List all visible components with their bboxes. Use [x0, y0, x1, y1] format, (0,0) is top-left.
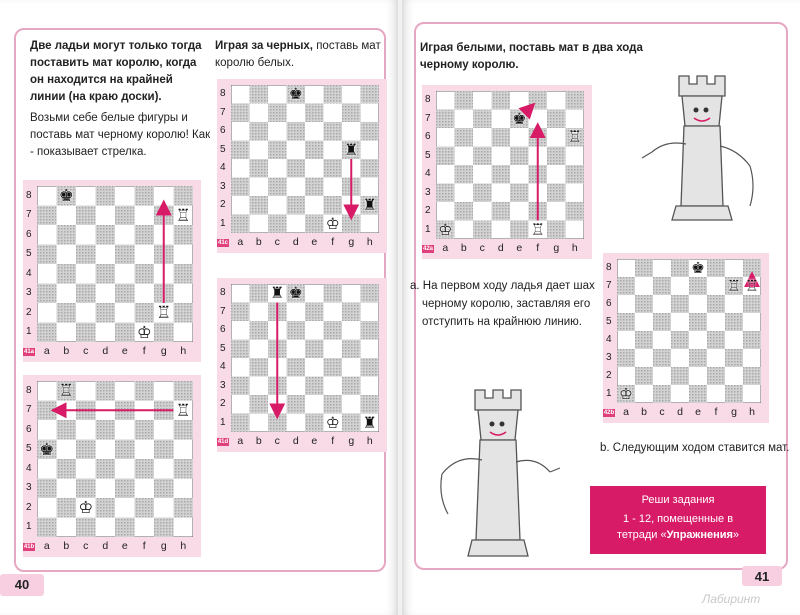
file-label: e — [311, 435, 318, 447]
rank-label: 7 — [26, 209, 32, 221]
rank-label: 8 — [606, 262, 612, 273]
chess-piece-b8: ♖ — [58, 381, 74, 400]
rank-label: 5 — [220, 143, 226, 155]
intro-bold-line-4: линии (на краю доски). — [30, 91, 162, 103]
file-label: f — [142, 540, 146, 552]
rank-label: 4 — [425, 168, 431, 180]
right-title-line-2: черному королю. — [420, 59, 519, 71]
file-label: b — [63, 540, 70, 552]
file-label: c — [479, 242, 485, 254]
chessboard-41d — [231, 284, 379, 432]
callout-line-2: 1 - 12, помещенные в — [622, 513, 734, 525]
rank-label: 1 — [26, 326, 32, 338]
diagram-number-label: 41b — [23, 544, 35, 550]
file-label: d — [292, 435, 299, 447]
rank-label: 3 — [26, 482, 32, 494]
chess-piece-d8: ♚ — [288, 283, 303, 302]
file-label: b — [255, 435, 262, 447]
file-label: a — [623, 406, 629, 418]
diagram-number-label: 41c — [217, 240, 228, 246]
right-title-line-1: Играя белыми, поставь мат в два хода — [420, 42, 643, 54]
chess-piece-h7: ♖ — [745, 277, 759, 295]
diagram-number-label: 42b — [603, 410, 615, 416]
chess-piece-h6: ♖ — [567, 127, 582, 146]
rank-label: 2 — [220, 199, 226, 211]
chess-piece-c2: ♔ — [78, 498, 94, 517]
intro-line-2: поставь мат черному королю! Как — [30, 129, 211, 141]
chess-piece-a1: ♔ — [619, 385, 633, 403]
rank-label: 4 — [26, 267, 32, 279]
diagram-number-label: 41d — [217, 439, 229, 445]
chess-piece-b8: ♚ — [58, 186, 74, 205]
file-label: c — [83, 540, 89, 552]
file-label: d — [102, 345, 109, 357]
rank-label: 7 — [220, 305, 226, 317]
intro-bold-line-1: Две ладьи могут только тогда — [30, 40, 202, 52]
rank-label: 2 — [220, 398, 226, 410]
callout-line-1: Реши задания — [641, 494, 715, 506]
chess-piece-e8: ♚ — [691, 259, 705, 277]
rank-label: 1 — [606, 388, 612, 399]
callout-line-3-prefix: тетради « — [616, 529, 667, 541]
file-label: h — [180, 540, 187, 552]
diagram-number-label: 41a — [23, 349, 34, 355]
note-a-line-3: отступить на крайнюю линию. — [422, 316, 582, 328]
rank-label: 3 — [606, 352, 612, 363]
file-label: g — [160, 540, 167, 552]
file-label: g — [731, 406, 737, 418]
rank-label: 2 — [26, 306, 32, 318]
rank-label: 5 — [606, 316, 612, 327]
file-label: a — [237, 435, 244, 447]
rook-2-eye-left — [490, 422, 495, 427]
rank-label: 6 — [220, 324, 226, 336]
rank-label: 5 — [26, 248, 32, 260]
rank-label: 4 — [220, 162, 226, 174]
file-label: f — [142, 345, 146, 357]
chess-piece-a5: ♚ — [39, 439, 55, 459]
task-bold: Играя за черных, — [215, 40, 313, 52]
rank-label: 7 — [425, 112, 431, 124]
rook-character-illustration — [624, 66, 774, 236]
callout-line-3-bold: Упражнения — [666, 529, 733, 541]
rank-label: 8 — [220, 287, 226, 299]
rank-label: 1 — [220, 217, 226, 229]
file-label: f — [714, 406, 718, 418]
rank-label: 1 — [220, 416, 226, 428]
rank-label: 6 — [606, 298, 612, 309]
rank-label: 2 — [606, 370, 612, 381]
rank-label: 2 — [425, 205, 431, 217]
rank-label: 3 — [220, 379, 226, 391]
task-text — [215, 38, 381, 55]
intro-line-1: Возьми себе белые фигуры и — [30, 112, 188, 124]
rank-label: 3 — [26, 287, 32, 299]
chess-piece-g2: ♖ — [156, 303, 172, 322]
chess-piece-g5: ♜ — [344, 139, 359, 159]
rank-label: 6 — [26, 228, 32, 240]
page-number-right: 41 — [742, 566, 782, 586]
rank-label: 6 — [26, 423, 32, 435]
note-b: b. Следующим ходом ставится мат. — [600, 442, 790, 454]
rook-eye-right — [704, 108, 709, 113]
chess-piece-f1: ♔ — [325, 213, 340, 233]
file-label: a — [43, 345, 50, 357]
rook-eye-left — [694, 108, 699, 113]
file-label: h — [571, 242, 578, 254]
rank-label: 5 — [220, 342, 226, 354]
rank-label: 4 — [606, 334, 612, 345]
rook-2-eye-right — [500, 422, 505, 427]
file-label: b — [641, 406, 647, 418]
rank-label: 4 — [220, 361, 226, 373]
file-label: b — [63, 345, 70, 357]
file-label: b — [255, 236, 262, 248]
file-label: c — [274, 435, 280, 447]
intro-bold-line-3: он находится на крайней — [30, 74, 173, 86]
file-label: e — [121, 345, 128, 357]
chess-piece-e7: ♚ — [512, 108, 527, 128]
note-a-line-1: a. На первом ходу ладья дает шах — [410, 280, 595, 292]
file-label: h — [180, 345, 187, 357]
chessboard-41c — [231, 85, 379, 233]
rank-label: 3 — [220, 180, 226, 192]
callout-line-3-suffix: » — [732, 529, 740, 541]
file-label: d — [102, 540, 109, 552]
file-label: b — [460, 242, 467, 254]
task-rest: поставь мат — [313, 40, 381, 52]
chess-piece-f1: ♔ — [136, 322, 152, 342]
callout-line-3 — [590, 527, 766, 543]
chess-piece-d8: ♚ — [288, 84, 303, 103]
chess-piece-h2: ♜ — [362, 195, 377, 214]
file-label: f — [331, 236, 335, 248]
task-text-line-2: королю белых. — [215, 57, 295, 69]
file-label: e — [516, 242, 523, 254]
chess-piece-h1: ♜ — [362, 412, 377, 432]
rank-label: 8 — [220, 88, 226, 100]
intro-bold-line-2: поставить мат королю, когда — [30, 57, 197, 69]
file-label: g — [348, 236, 355, 248]
file-label: d — [677, 406, 683, 418]
labirint-watermark: Лабиринт — [702, 592, 761, 606]
note-a-line-2: черному королю, заставляя его — [422, 298, 591, 310]
file-label: a — [442, 242, 449, 254]
exercise-callout — [590, 486, 766, 554]
file-label: g — [553, 242, 560, 254]
rank-label: 1 — [26, 521, 32, 533]
rank-label: 5 — [26, 443, 32, 455]
rook-character-illustration-2 — [430, 380, 580, 580]
chess-piece-f1: ♖ — [530, 219, 545, 239]
chess-piece-h7: ♖ — [175, 205, 191, 225]
chess-piece-a1: ♔ — [438, 219, 453, 239]
file-label: c — [274, 236, 280, 248]
file-label: f — [331, 435, 335, 447]
file-label: e — [121, 540, 128, 552]
rank-label: 2 — [26, 501, 32, 513]
chessboard-41b — [37, 381, 193, 537]
rank-label: 7 — [26, 404, 32, 416]
rank-label: 6 — [425, 131, 431, 143]
rank-label: 4 — [26, 462, 32, 474]
file-label: e — [311, 236, 318, 248]
file-label: f — [536, 242, 540, 254]
file-label: g — [348, 435, 355, 447]
file-label: e — [695, 406, 701, 418]
chess-piece-h7: ♖ — [175, 400, 191, 420]
chess-piece-c8: ♜ — [270, 283, 285, 302]
rank-label: 5 — [425, 149, 431, 161]
file-label: h — [366, 435, 373, 447]
file-label: d — [497, 242, 504, 254]
file-label: h — [749, 406, 755, 418]
rank-label: 8 — [425, 94, 431, 106]
file-label: g — [160, 345, 167, 357]
file-label: a — [237, 236, 244, 248]
rank-label: 3 — [425, 186, 431, 198]
file-label: a — [43, 540, 50, 552]
page-number-left: 40 — [0, 574, 44, 596]
diagram-number-label: 42a — [422, 246, 433, 252]
file-label: d — [292, 236, 299, 248]
file-label: h — [366, 236, 373, 248]
file-label: c — [83, 345, 89, 357]
rank-label: 6 — [220, 125, 226, 137]
rank-label: 7 — [220, 106, 226, 118]
intro-line-3: - показывает стрелка. — [30, 146, 147, 158]
rank-label: 8 — [26, 384, 32, 396]
rank-label: 8 — [26, 189, 32, 201]
chess-piece-g7: ♖ — [727, 277, 741, 295]
chess-piece-f1: ♔ — [325, 412, 340, 432]
rank-label: 7 — [606, 280, 612, 291]
rank-label: 1 — [425, 223, 431, 235]
file-label: c — [659, 406, 665, 418]
